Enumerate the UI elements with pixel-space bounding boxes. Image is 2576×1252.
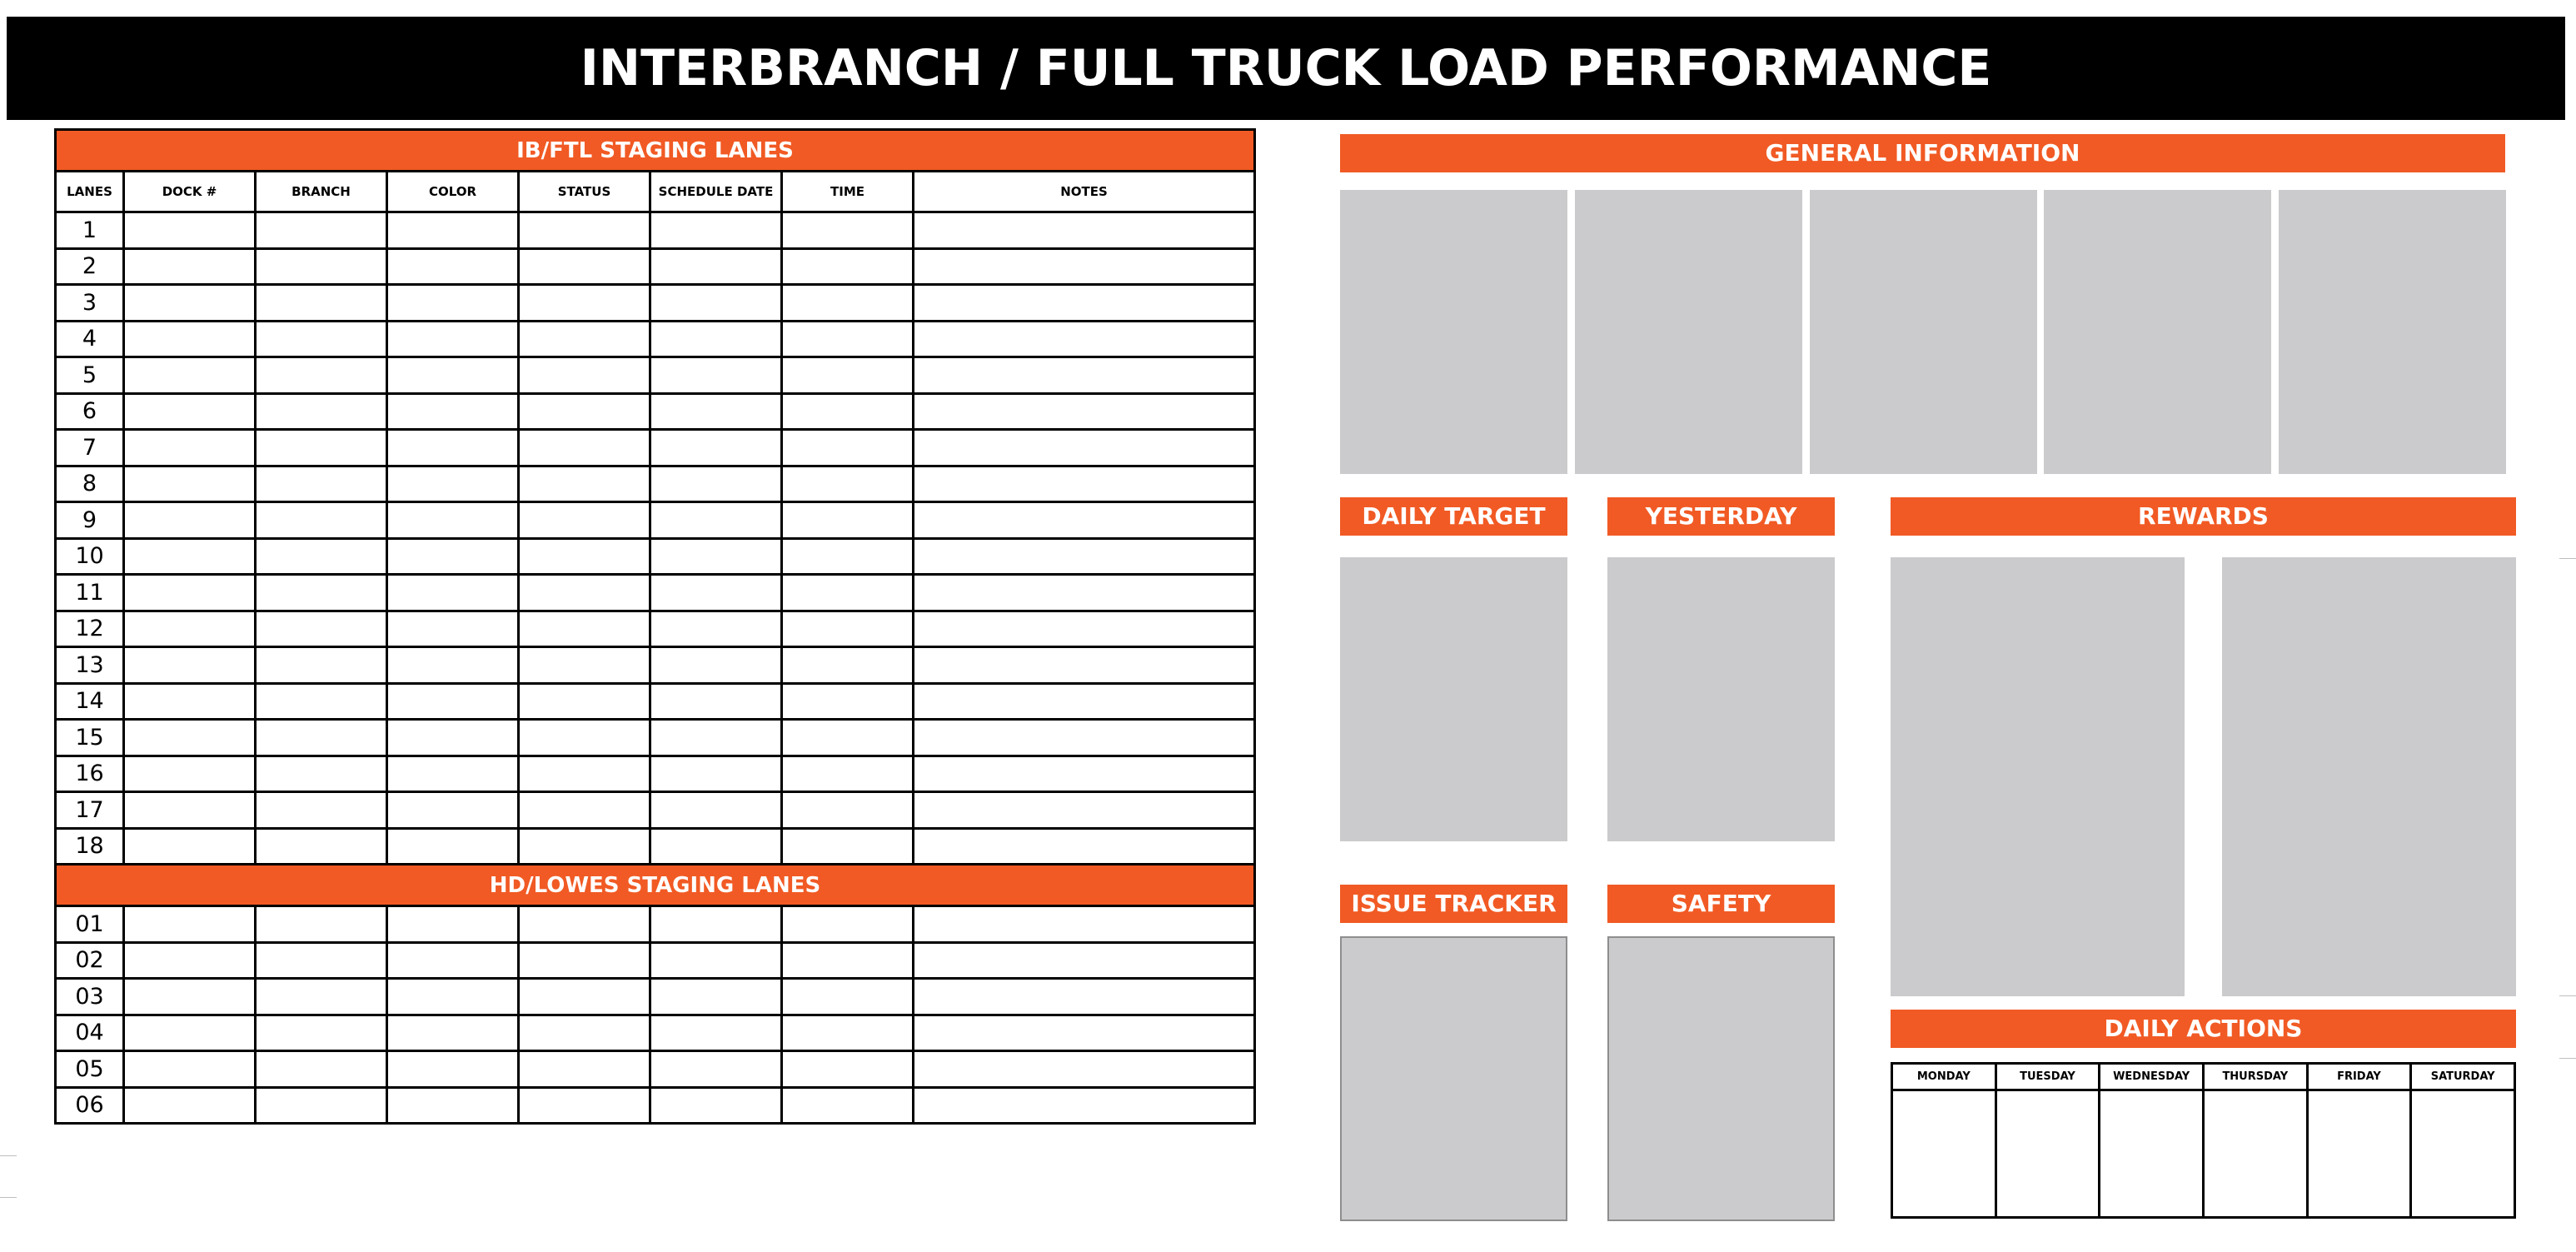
general-info-panel (1575, 190, 1802, 474)
column-header: SCHEDULE DATE (650, 172, 782, 212)
staging-lanes-table (54, 128, 1256, 1125)
table-cell[interactable] (519, 756, 650, 792)
table-cell[interactable] (124, 538, 256, 575)
table-row (56, 357, 1255, 394)
table-cell[interactable] (519, 647, 650, 684)
lane-number: 16 (56, 756, 124, 792)
table-cell[interactable] (914, 466, 1255, 502)
table-cell[interactable] (387, 538, 519, 575)
table-row (56, 212, 1255, 249)
table-cell[interactable] (256, 502, 387, 539)
table-row (56, 285, 1255, 322)
table-cell[interactable] (124, 357, 256, 394)
table-row (56, 1087, 1255, 1124)
lane-number: 05 (56, 1051, 124, 1088)
table-cell[interactable] (519, 502, 650, 539)
table-row (56, 979, 1255, 1015)
lane-number: 06 (56, 1087, 124, 1124)
table-cell[interactable] (782, 792, 914, 829)
table-cell[interactable] (650, 979, 782, 1015)
day-cell[interactable] (1892, 1090, 1996, 1218)
general-info-panel (2279, 190, 2506, 474)
table-row (56, 611, 1255, 647)
table-cell[interactable] (650, 683, 782, 720)
table-cell[interactable] (519, 393, 650, 430)
table-row (56, 756, 1255, 792)
ibftl-staging-lanes-title: IB/FTL STAGING LANES (56, 130, 1255, 172)
table-cell[interactable] (782, 942, 914, 979)
table-cell[interactable] (124, 285, 256, 322)
table-cell[interactable] (387, 393, 519, 430)
table-cell[interactable] (519, 248, 650, 285)
table-cell[interactable] (650, 1015, 782, 1051)
rewards-panel (2222, 557, 2516, 996)
lane-number: 02 (56, 942, 124, 979)
table-cell[interactable] (914, 828, 1255, 865)
lane-number: 6 (56, 393, 124, 430)
table-row (56, 906, 1255, 943)
table-cell[interactable] (256, 575, 387, 611)
table-cell[interactable] (914, 683, 1255, 720)
table-cell[interactable] (914, 393, 1255, 430)
table-cell[interactable] (650, 502, 782, 539)
table-row (56, 430, 1255, 466)
crop-mark (0, 1155, 17, 1156)
table-cell[interactable] (782, 321, 914, 357)
table-cell[interactable] (650, 430, 782, 466)
day-cell[interactable] (2100, 1090, 2204, 1218)
day-cell[interactable] (2411, 1090, 2515, 1218)
table-cell[interactable] (519, 683, 650, 720)
table-cell[interactable] (914, 756, 1255, 792)
safety-title: SAFETY (1607, 885, 1835, 923)
table-cell[interactable] (387, 248, 519, 285)
table-cell[interactable] (387, 611, 519, 647)
table-cell[interactable] (650, 828, 782, 865)
daily-target-title: DAILY TARGET (1340, 497, 1567, 536)
day-header: WEDNESDAY (2100, 1064, 2204, 1090)
table-cell[interactable] (914, 1051, 1255, 1088)
table-cell[interactable] (387, 942, 519, 979)
table-cell[interactable] (256, 248, 387, 285)
table-cell[interactable] (650, 942, 782, 979)
table-cell[interactable] (782, 647, 914, 684)
table-row (56, 792, 1255, 829)
table-cell[interactable] (650, 756, 782, 792)
table-cell[interactable] (782, 466, 914, 502)
table-cell[interactable] (782, 285, 914, 322)
table-cell[interactable] (782, 575, 914, 611)
table-cell[interactable] (387, 1051, 519, 1088)
table-cell[interactable] (782, 1051, 914, 1088)
table-cell[interactable] (124, 611, 256, 647)
table-cell[interactable] (650, 1087, 782, 1124)
lane-number: 4 (56, 321, 124, 357)
table-cell[interactable] (124, 683, 256, 720)
table-cell[interactable] (256, 538, 387, 575)
table-cell[interactable] (124, 430, 256, 466)
table-cell[interactable] (914, 575, 1255, 611)
column-header: NOTES (914, 172, 1255, 212)
lane-number: 2 (56, 248, 124, 285)
table-cell[interactable] (519, 828, 650, 865)
daily-actions-title: DAILY ACTIONS (1891, 1010, 2516, 1048)
table-cell[interactable] (256, 1015, 387, 1051)
table-cell[interactable] (782, 393, 914, 430)
table-cell[interactable] (387, 1015, 519, 1051)
table-cell[interactable] (387, 979, 519, 1015)
lane-number: 18 (56, 828, 124, 865)
issue-tracker-panel (1340, 936, 1567, 1221)
lane-number: 04 (56, 1015, 124, 1051)
table-cell[interactable] (650, 792, 782, 829)
table-row (56, 647, 1255, 684)
general-information-title: GENERAL INFORMATION (1340, 134, 2505, 172)
column-header: LANES (56, 172, 124, 212)
rewards-title: REWARDS (1891, 497, 2516, 536)
table-cell[interactable] (387, 647, 519, 684)
table-cell[interactable] (782, 248, 914, 285)
table-cell[interactable] (914, 979, 1255, 1015)
table-cell[interactable] (914, 1087, 1255, 1124)
table-cell[interactable] (782, 979, 914, 1015)
table-cell[interactable] (256, 1087, 387, 1124)
column-header: STATUS (519, 172, 650, 212)
table-cell[interactable] (650, 1051, 782, 1088)
table-cell[interactable] (519, 466, 650, 502)
table-cell[interactable] (914, 611, 1255, 647)
table-cell[interactable] (650, 720, 782, 756)
column-header: COLOR (387, 172, 519, 212)
lane-number: 01 (56, 906, 124, 943)
table-row (56, 942, 1255, 979)
table-cell[interactable] (387, 321, 519, 357)
lane-number: 8 (56, 466, 124, 502)
day-header: TUESDAY (1996, 1064, 2100, 1090)
lane-number: 1 (56, 212, 124, 249)
table-cell[interactable] (256, 212, 387, 249)
day-cell[interactable] (2307, 1090, 2411, 1218)
table-cell[interactable] (124, 1051, 256, 1088)
table-cell[interactable] (519, 430, 650, 466)
table-cell[interactable] (914, 1015, 1255, 1051)
lane-number: 12 (56, 611, 124, 647)
table-cell[interactable] (914, 212, 1255, 249)
table-cell[interactable] (519, 1015, 650, 1051)
table-cell[interactable] (124, 647, 256, 684)
column-header: DOCK # (124, 172, 256, 212)
table-cell[interactable] (387, 1087, 519, 1124)
table-cell[interactable] (650, 212, 782, 249)
table-cell[interactable] (519, 321, 650, 357)
table-row (56, 1051, 1255, 1088)
crop-mark (2559, 995, 2576, 996)
table-cell[interactable] (782, 756, 914, 792)
table-cell[interactable] (519, 979, 650, 1015)
table-cell[interactable] (519, 538, 650, 575)
lane-number: 15 (56, 720, 124, 756)
table-cell[interactable] (256, 756, 387, 792)
crop-mark (2559, 1058, 2576, 1059)
table-cell[interactable] (782, 212, 914, 249)
table-cell[interactable] (124, 979, 256, 1015)
safety-panel (1607, 936, 1835, 1221)
table-row (56, 248, 1255, 285)
table-cell[interactable] (256, 393, 387, 430)
table-cell[interactable] (387, 357, 519, 394)
table-row (56, 575, 1255, 611)
day-header: MONDAY (1892, 1064, 1996, 1090)
table-cell[interactable] (519, 212, 650, 249)
table-cell[interactable] (519, 792, 650, 829)
day-cell[interactable] (2203, 1090, 2307, 1218)
table-row (56, 538, 1255, 575)
table-cell[interactable] (387, 792, 519, 829)
table-cell[interactable] (782, 357, 914, 394)
lane-number: 13 (56, 647, 124, 684)
table-cell[interactable] (519, 575, 650, 611)
table-cell[interactable] (124, 1015, 256, 1051)
table-cell[interactable] (256, 683, 387, 720)
table-cell[interactable] (256, 828, 387, 865)
table-cell[interactable] (914, 538, 1255, 575)
table-cell[interactable] (782, 430, 914, 466)
lane-number: 10 (56, 538, 124, 575)
table-cell[interactable] (256, 321, 387, 357)
table-cell[interactable] (256, 611, 387, 647)
table-cell[interactable] (914, 321, 1255, 357)
table-row (56, 466, 1255, 502)
table-cell[interactable] (782, 502, 914, 539)
table-cell[interactable] (914, 942, 1255, 979)
table-cell[interactable] (914, 248, 1255, 285)
table-cell[interactable] (124, 720, 256, 756)
table-cell[interactable] (519, 611, 650, 647)
table-cell[interactable] (519, 942, 650, 979)
table-cell[interactable] (124, 828, 256, 865)
table-cell[interactable] (256, 357, 387, 394)
table-cell[interactable] (387, 212, 519, 249)
yesterday-title: YESTERDAY (1607, 497, 1835, 536)
column-header: BRANCH (256, 172, 387, 212)
crop-mark (2559, 558, 2576, 559)
table-cell[interactable] (387, 285, 519, 322)
table-cell[interactable] (650, 357, 782, 394)
table-cell[interactable] (650, 647, 782, 684)
table-cell[interactable] (519, 906, 650, 943)
table-cell[interactable] (782, 538, 914, 575)
issue-tracker-title: ISSUE TRACKER (1340, 885, 1567, 923)
lane-number: 9 (56, 502, 124, 539)
hd-lowes-staging-lanes-title: HD/LOWES STAGING LANES (56, 865, 1255, 906)
table-cell[interactable] (256, 285, 387, 322)
table-cell[interactable] (124, 502, 256, 539)
table-cell[interactable] (124, 248, 256, 285)
table-row (56, 502, 1255, 539)
table-cell[interactable] (782, 1015, 914, 1051)
rewards-panel (1891, 557, 2185, 996)
table-cell[interactable] (256, 720, 387, 756)
table-cell[interactable] (650, 906, 782, 943)
table-row (56, 720, 1255, 756)
table-cell[interactable] (519, 285, 650, 322)
table-cell[interactable] (387, 466, 519, 502)
table-cell[interactable] (914, 430, 1255, 466)
table-cell[interactable] (519, 1087, 650, 1124)
table-cell[interactable] (650, 393, 782, 430)
table-cell[interactable] (519, 1051, 650, 1088)
table-cell[interactable] (650, 575, 782, 611)
table-cell[interactable] (387, 430, 519, 466)
lane-number: 11 (56, 575, 124, 611)
day-header: FRIDAY (2307, 1064, 2411, 1090)
table-cell[interactable] (914, 720, 1255, 756)
table-cell[interactable] (387, 683, 519, 720)
table-cell[interactable] (650, 611, 782, 647)
table-row (56, 1015, 1255, 1051)
table-cell[interactable] (124, 1087, 256, 1124)
lane-number: 3 (56, 285, 124, 322)
table-cell[interactable] (387, 502, 519, 539)
table-row (56, 828, 1255, 865)
table-cell[interactable] (387, 720, 519, 756)
lane-number: 03 (56, 979, 124, 1015)
table-cell[interactable] (782, 683, 914, 720)
daily-target-panel (1340, 557, 1567, 841)
table-cell[interactable] (782, 611, 914, 647)
column-header: TIME (782, 172, 914, 212)
table-cell[interactable] (256, 1051, 387, 1088)
table-cell[interactable] (387, 575, 519, 611)
table-cell[interactable] (256, 942, 387, 979)
lane-number: 17 (56, 792, 124, 829)
table-cell[interactable] (256, 647, 387, 684)
table-cell[interactable] (387, 828, 519, 865)
table-cell[interactable] (650, 248, 782, 285)
table-cell[interactable] (387, 756, 519, 792)
table-cell[interactable] (124, 393, 256, 430)
table-cell[interactable] (256, 979, 387, 1015)
table-cell[interactable] (256, 430, 387, 466)
table-cell[interactable] (914, 502, 1255, 539)
crop-mark (0, 1197, 17, 1198)
table-cell[interactable] (124, 756, 256, 792)
page-title: INTERBRANCH / FULL TRUCK LOAD PERFORMANCE (7, 17, 2565, 120)
general-info-panel (1810, 190, 2037, 474)
table-cell[interactable] (650, 538, 782, 575)
yesterday-panel (1607, 557, 1835, 841)
table-row (56, 321, 1255, 357)
day-header: THURSDAY (2203, 1064, 2307, 1090)
table-cell[interactable] (124, 942, 256, 979)
table-cell[interactable] (914, 906, 1255, 943)
table-cell[interactable] (782, 720, 914, 756)
table-cell[interactable] (914, 285, 1255, 322)
table-cell[interactable] (650, 285, 782, 322)
table-cell[interactable] (124, 321, 256, 357)
table-cell[interactable] (782, 1087, 914, 1124)
table-cell[interactable] (650, 466, 782, 502)
table-cell[interactable] (256, 906, 387, 943)
daily-actions-table (1891, 1062, 2516, 1219)
lane-number: 5 (56, 357, 124, 394)
day-header: SATURDAY (2411, 1064, 2515, 1090)
table-cell[interactable] (256, 466, 387, 502)
lane-number: 14 (56, 683, 124, 720)
table-row (56, 393, 1255, 430)
day-cell[interactable] (1996, 1090, 2100, 1218)
table-row (56, 683, 1255, 720)
table-cell[interactable] (124, 906, 256, 943)
table-cell[interactable] (124, 792, 256, 829)
table-cell[interactable] (914, 647, 1255, 684)
table-cell[interactable] (124, 575, 256, 611)
general-info-panel (1340, 190, 1567, 474)
table-cell[interactable] (914, 357, 1255, 394)
table-cell[interactable] (124, 212, 256, 249)
table-cell[interactable] (914, 792, 1255, 829)
table-cell[interactable] (650, 321, 782, 357)
general-info-panel (2044, 190, 2271, 474)
table-cell[interactable] (519, 357, 650, 394)
table-cell[interactable] (387, 906, 519, 943)
lane-number: 7 (56, 430, 124, 466)
table-cell[interactable] (256, 792, 387, 829)
table-cell[interactable] (124, 466, 256, 502)
table-cell[interactable] (519, 720, 650, 756)
table-cell[interactable] (782, 828, 914, 865)
table-cell[interactable] (782, 906, 914, 943)
